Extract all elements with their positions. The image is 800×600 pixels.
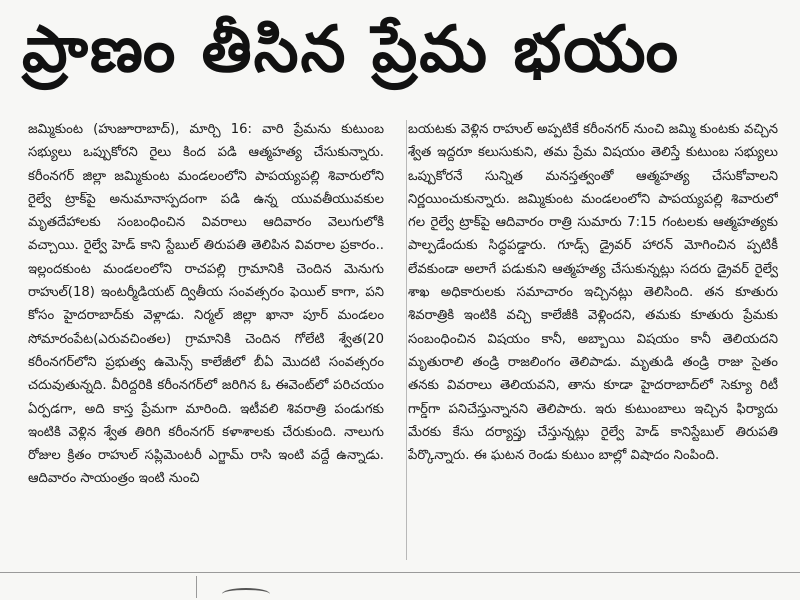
article-column-left: జమ్మికుంట (హుజూరాబాద్), మార్చి 16: వారి ప్రేమను కుటుంబ సభ్యులు ఒప్పుకోరని రైలు కింద పడి ఆత్మహత్య చేసుకున్నారు. కరీంనగర్ జిల్లా జమ్మికుంట మండలంలోని పాపయ్యపల్లి శివారులోని రైల్వే ట్రాక్‌పై అనుమానాస్పదంగా పడి ఉన్న యువతీయువకుల మృతదేహాలకు సంబంధించిన వివరాలు ఆదివారం వెలుగులోకి వచ్చాయి. రైల్వే హెడ్ కాని స్టేబుల్ తిరుపతి తెలిపిన వివరాల ప్రకారం.. ఇల్లందకుంట మండలంలోని రాచపల్లి గ్రామానికి చెందిన మెనుగు రాహుల్(18) ఇంటర్మీడియట్ ద్వితీయ సంవత్సరం ఫెయిల్ కాగా, పని కోసం హైదరాబాద్‌కు వెళ్లాడు. నిర్మల్ జిల్లా ఖానా పూర్ మండలం సోమారంపేట(ఎరువచింతల) గ్రామానికి చెందిన గోలేటి శ్వేత(20 కరీంనగర్‌లోని ప్రభుత్వ ఉమెన్స్ కాలేజీలో బీఏ మొదటి సంవత్సరం చదువుతున్నది. వీరిద్దరికి కరీంనగర్‌లో జరిగిన ఓ ఈవెంట్‌లో పరిచయం ఏర్పడగా, అది కాస్త ప్రేమగా మారింది. ఇటీవలి శివరాత్రి పండుగకు ఇంటికి వెళ్లిన శ్వేత తిరిగి కరీంనగర్ కళాశాలకు చేరుకుంది. నాలుగు రోజుల క్రితం రాహుల్ సప్లిమెంటరీ ఎగ్జామ్ రాసి ఇంటి వద్దే ఉన్నాడు. ఆదివారం సాయంత్రం ఇంటి నుంచి: [28, 122, 384, 487]
next-article-fragment: [222, 588, 270, 600]
footer-rule: [0, 572, 800, 573]
article-body: [28, 118, 780, 558]
column-divider: [406, 120, 407, 560]
headline: ప్రాణం తీసిన ప్రేమ భయం: [22, 13, 681, 87]
article-column-right: బయటకు వెళ్లిన రాహుల్ అప్పటికే కరీంనగర్ నుంచి జమ్మి కుంటకు వచ్చిన శ్వేత ఇద్దరూ కలుసుకుని, తమ ప్రేమ విషయం తెలిస్తే కుటుంబ సభ్యులు ఒప్పుకోరనే సున్నిత మనస్తత్వంతో ఆత్మహత్య చేసుకోవాలని నిర్ణయించుకున్నారు. జమ్మికుంట మండలంలోని పాపయ్యపల్లి శివారులో గల రైల్వే ట్రాక్‌పై ఆదివారం రాత్రి సుమారు 7:15 గంటలకు ఆత్మహత్యకు పాల్పడేందుకు సిద్ధపడ్డారు. గూడ్స్ డ్రైవర్ హారన్ మోగించిన ప్పటికీ లేవకుండా అలాగే పడుకుని ఆత్మహత్య చేసుకున్నట్లు సదరు డ్రైవర్ రైల్వే శాఖ అధికారులకు సమాచారం ఇచ్చినట్లు తెలిసింది. తన కూతురు శివరాత్రికి ఇంటికి వచ్చి కాలేజీకి వెళ్లిందని, తమకు కూతురు ప్రేమకు సంబంధించిన విషయం కానీ, అబ్బాయి విషయం కానీ తెలియదని మృతురాలి తండ్రి రాజలింగం తెలిపాడు. మృతుడి తండ్రి రాజు సైతం తనకు వివరాలు తెలియవని, తాను కూడా హైదరాబాద్‌లో సెక్యూ రిటీ గార్డ్‌గా పనిచేస్తున్నానని తెలిపారు. ఇరు కుటుంబాలు ఇచ్చిన ఫిర్యాదు మేరకు కేసు దర్యాప్తు చేస్తున్నట్లు రైల్వే హెడ్ కానిస్టేబుల్ తిరుపతి పేర్కొన్నారు. ఈ ఘటన రెండు కుటుం బాల్లో విషాదం నింపింది.: [408, 122, 778, 464]
footer-separator: [196, 576, 197, 598]
